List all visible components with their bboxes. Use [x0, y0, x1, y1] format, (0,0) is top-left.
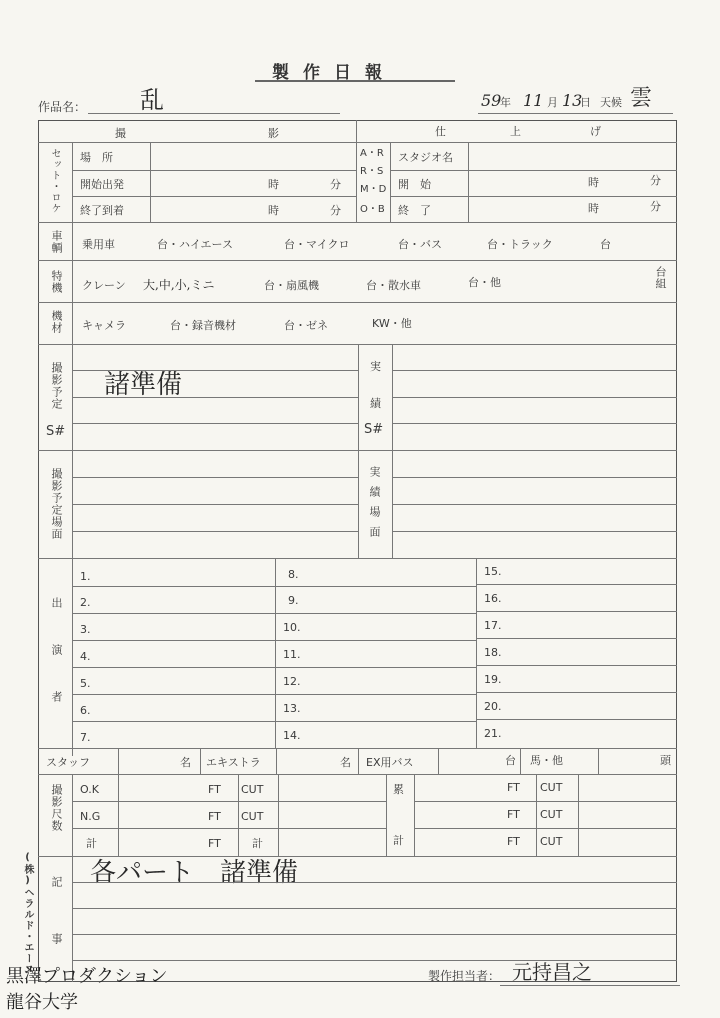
divider — [38, 222, 677, 223]
actual-label: 実 — [370, 360, 381, 373]
divider — [38, 450, 677, 451]
fan-label: 台・扇風機 — [264, 279, 319, 292]
cast-number: 11. — [283, 648, 301, 661]
divider — [72, 531, 358, 532]
cast-number: 17. — [484, 619, 502, 632]
divider — [536, 774, 537, 856]
notes-label: 記事 — [50, 876, 63, 990]
divider — [72, 908, 677, 909]
finish-header: 仕 — [435, 125, 446, 138]
divider — [520, 748, 521, 774]
cast-row-line — [72, 721, 275, 722]
finish-end-label: 終 了 — [398, 204, 431, 217]
rs-label: R・S — [360, 166, 384, 177]
year-label: 年 — [500, 96, 511, 109]
divider — [72, 477, 358, 478]
divider — [38, 856, 677, 857]
arrive-hour-label: 時 — [268, 204, 279, 217]
ng-cut-unit: CUT — [241, 810, 264, 823]
cast-number: 2. — [80, 596, 91, 609]
cum-cut-unit-3: CUT — [540, 835, 563, 848]
generator-label: 台・ゼネ — [284, 319, 328, 332]
divider — [72, 882, 677, 883]
cum-cut-unit-2: CUT — [540, 808, 563, 821]
month-label: 月 — [547, 96, 558, 109]
vehicle-sedan: 乗用車 — [82, 238, 115, 251]
cum-ft-unit-3: FT — [507, 835, 520, 848]
cast-row-line — [72, 586, 275, 587]
divider — [386, 774, 387, 856]
divider — [38, 260, 677, 261]
ar-label: A・R — [360, 148, 384, 159]
schedule-handwritten: 諸準備 — [104, 370, 183, 400]
arrive-minute-label: 分 — [330, 204, 341, 217]
watermark-production: 黒澤プロダクション — [6, 966, 168, 987]
cast-row-line — [476, 584, 677, 585]
ob-label: O・B — [360, 204, 385, 215]
divider — [72, 222, 73, 344]
cast-number: 18. — [484, 646, 502, 659]
shoot-header-2: 影 — [268, 127, 279, 140]
cast-number: 14. — [283, 729, 301, 742]
finish-header-2: 上 — [510, 125, 521, 138]
cast-number: 15. — [484, 565, 502, 578]
divider — [392, 423, 677, 424]
extras-count-unit: 名 — [340, 756, 351, 769]
sound-equipment-label: 台・録音機材 — [170, 319, 236, 332]
cast-row-line — [275, 586, 476, 587]
cast-number: 7. — [80, 731, 91, 744]
cast-row-line — [476, 611, 677, 612]
manager-line — [500, 985, 680, 986]
notes-handwritten: 各パート 諸準備 — [90, 858, 299, 888]
cast-number: 1. — [80, 570, 91, 583]
cast-row-line — [72, 694, 275, 695]
studio-name-label: スタジオ名 — [398, 151, 453, 164]
vehicle-micro: 台・マイクロ — [284, 238, 350, 251]
cut-total-label: 計 — [252, 837, 263, 850]
work-title-line — [88, 113, 340, 114]
company-name: (株)ヘラルド・エース — [22, 852, 33, 975]
actual-label-2: 績 — [370, 397, 381, 410]
depart-hour-label: 時 — [268, 178, 279, 191]
set-location-label: セット・ロケ — [49, 148, 60, 214]
water-truck-label: 台・散水車 — [366, 279, 421, 292]
manager-label: 製作担当者： — [428, 969, 501, 983]
finish-start-label: 開 始 — [398, 178, 431, 191]
divider — [390, 196, 677, 197]
cast-row-line — [72, 613, 275, 614]
vehicle-bus: 台・バス — [398, 238, 442, 251]
finish-end-minute: 分 — [650, 200, 661, 213]
ok-ft-unit: FT — [208, 783, 221, 796]
cast-row-line — [275, 667, 476, 668]
divider — [438, 748, 439, 774]
date-year: 59 — [481, 91, 502, 110]
ng-ft-unit: FT — [208, 810, 221, 823]
divider — [38, 142, 677, 143]
date-line — [478, 113, 673, 114]
kw-other-label: KW・他 — [372, 317, 412, 330]
cast-number: 13. — [283, 702, 301, 715]
vehicle-other-unit: 台 — [600, 238, 611, 251]
vehicle-hiace: 台・ハイエース — [157, 238, 234, 251]
divider — [72, 370, 358, 371]
special-equipment-label: 特機 — [50, 270, 63, 294]
divider — [578, 774, 579, 856]
divider — [72, 934, 677, 935]
divider — [392, 344, 393, 558]
divider — [72, 801, 386, 802]
cast-number: 6. — [80, 704, 91, 717]
finish-header-3: げ — [590, 125, 601, 138]
divider — [276, 748, 277, 774]
divider — [238, 774, 239, 856]
finish-start-hour: 時 — [588, 176, 599, 189]
divider — [72, 170, 356, 171]
cast-number: 10. — [283, 621, 301, 634]
divider — [414, 828, 677, 829]
end-arrival-label: 終了到着 — [80, 204, 124, 217]
cast-row-line — [476, 665, 677, 666]
place-label: 場 所 — [80, 151, 113, 164]
cast-number: 12. — [283, 675, 301, 688]
crane-sizes: 大,中,小,ミニ — [143, 278, 215, 292]
day-label: 日 — [580, 96, 591, 109]
cast-number: 4. — [80, 650, 91, 663]
cast-number: 16. — [484, 592, 502, 605]
special-other-label: 台・他 — [468, 276, 501, 289]
divider — [358, 748, 359, 774]
cast-row-line — [72, 667, 275, 668]
actual-place-label: 実績場面 — [368, 466, 381, 546]
staff-count-unit: 名 — [180, 756, 191, 769]
divider — [200, 748, 201, 774]
cast-row-line — [476, 719, 677, 720]
cast-number: 19. — [484, 673, 502, 686]
finish-start-minute: 分 — [650, 174, 661, 187]
cast-row-line — [275, 721, 476, 722]
ex-bus-label: EX用バス — [366, 756, 414, 769]
work-title-label: 作品名： — [38, 100, 87, 114]
divider — [392, 531, 677, 532]
equipment-label: 機材 — [50, 310, 63, 334]
cast-number: 3. — [80, 623, 91, 636]
ok-cut-unit: CUT — [241, 783, 264, 796]
scene-number-label: S# — [46, 424, 66, 439]
vehicle-truck: 台・トラック — [487, 238, 553, 251]
divider — [356, 120, 357, 222]
work-title-handwritten: 乱 — [140, 86, 164, 114]
actual-scene-label: S# — [364, 422, 384, 437]
divider — [392, 397, 677, 398]
cast-number: 20. — [484, 700, 502, 713]
cum-ft-unit-2: FT — [507, 808, 520, 821]
cum-ft-unit-1: FT — [507, 781, 520, 794]
schedule-label: 撮影予定 — [50, 362, 63, 410]
cumulative-label: 累 — [393, 783, 404, 796]
cast-row-line — [72, 640, 275, 641]
divider — [72, 397, 358, 398]
film-footage-label: 撮影尺数 — [50, 784, 63, 832]
unit-set-label: 台組 — [654, 266, 667, 290]
divider — [358, 344, 359, 558]
cast-number: 8. — [288, 568, 299, 581]
ng-label: N.G — [80, 810, 101, 823]
divider — [278, 774, 279, 856]
page-title: 製作日報 — [272, 63, 396, 83]
divider — [72, 504, 358, 505]
divider — [392, 370, 677, 371]
depart-minute-label: 分 — [330, 178, 341, 191]
cum-cut-unit-1: CUT — [540, 781, 563, 794]
ok-label: O.K — [80, 783, 99, 796]
start-departure-label: 開始出発 — [80, 178, 124, 191]
cast-row-line — [275, 694, 476, 695]
cast-row-line — [476, 638, 677, 639]
date-month: 11 — [523, 91, 544, 110]
cast-label: 出演者 — [50, 597, 63, 738]
cast-row-line — [275, 613, 476, 614]
divider — [118, 774, 119, 856]
crane-label: クレーン — [82, 279, 126, 292]
date-day: 13 — [562, 91, 583, 110]
total-ft-unit: FT — [208, 837, 221, 850]
horse-unit: 頭 — [660, 754, 671, 767]
divider — [72, 423, 358, 424]
weather-label: 天候 — [600, 96, 622, 109]
divider — [468, 142, 469, 222]
cast-number: 21. — [484, 727, 502, 740]
cast-row-line — [476, 692, 677, 693]
divider — [392, 504, 677, 505]
vehicles-label: 車輌 — [50, 230, 63, 254]
divider — [38, 558, 677, 559]
divider — [72, 774, 73, 856]
cast-number: 9. — [288, 594, 299, 607]
divider — [38, 774, 677, 775]
md-label: M・D — [360, 184, 387, 195]
horse-other-label: 馬・他 — [530, 754, 563, 767]
bus-unit: 台 — [505, 754, 516, 767]
divider — [72, 828, 386, 829]
shoot-header: 撮 — [115, 127, 126, 140]
watermark-university: 龍谷大学 — [6, 992, 78, 1013]
divider — [118, 748, 119, 774]
divider — [392, 477, 677, 478]
cast-number: 5. — [80, 677, 91, 690]
weather-handwritten: 雲 — [630, 86, 653, 111]
staff-label: スタッフ — [46, 756, 90, 769]
divider — [414, 801, 677, 802]
finish-end-hour: 時 — [588, 202, 599, 215]
divider — [598, 748, 599, 774]
divider — [38, 302, 677, 303]
camera-label: キャメラ — [82, 319, 126, 332]
cumulative-total-label: 計 — [393, 834, 404, 847]
divider — [72, 196, 356, 197]
manager-handwritten: 元持昌之 — [512, 960, 592, 984]
schedule-place-label: 撮影予定場面 — [50, 468, 63, 540]
extras-label: エキストラ — [206, 756, 261, 769]
cast-row-line — [275, 640, 476, 641]
divider — [72, 142, 73, 222]
divider — [414, 774, 415, 856]
title-underline — [255, 80, 455, 82]
divider — [390, 170, 677, 171]
divider — [150, 142, 151, 222]
divider — [390, 142, 391, 222]
film-total-label: 計 — [86, 837, 97, 850]
